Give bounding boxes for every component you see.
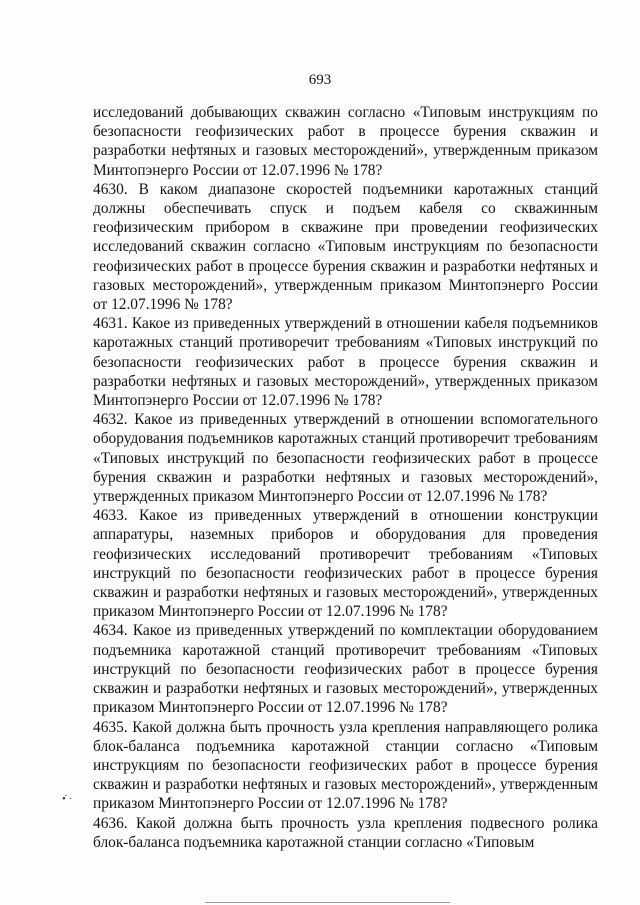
question-4632: 4632. Какое из приведенных утверждений в отношении вспомогательного оборудования подъемников каротажных станций противоречит требованиям «Типовых инструкций по безопасности геофизических работ в процессе бурения скважин и разработки нефтяных и газовых месторождений», утвержденных приказом Минтопэнерго России от 12.07.1996 № 178?	[93, 411, 598, 506]
question-4631: 4631. Какое из приведенных утверждений в отношении кабеля подъемников каротажных станций противоречит требованиям «Типовых инструкций по безопасности геофизических работ в процессе бурения скважин и разработки нефтяных и газовых месторождений», утвержденных приказом Минтопэнерго России от 12.07.1996 № 178?	[93, 315, 598, 410]
question-4636: 4636. Какой должна быть прочность узла крепления подвесного ролика блок-баланса подъемника каротажной станции согласно «Типовым	[93, 814, 598, 851]
question-4630: 4630. В каком диапазоне скоростей подъемники каротажных станций должны обеспечивать спуск и подъем кабеля со скважинным геофизическим прибором в скважине при проведении геофизических исследований скважин согласно «Типовым инструкциям по безопасности геофизических работ в процессе бурения скважин и разработки нефтяных и газовых месторождений», утвержденным приказом Минтопэнерго России от 12.07.1996 № 178?	[93, 180, 598, 314]
scan-edge-line	[205, 902, 450, 903]
page-number: 693	[308, 72, 332, 88]
question-4634: 4634. Какое из приведенных утверждений по комплектации оборудованием подъемника каротажной станций противоречит требованиям «Типовых инструкций по безопасности геофизических работ в процессе бурения скважин и разработки нефтяных и газовых месторождений», утвержденных приказом Минтопэнерго России от 12.07.1996 № 178?	[93, 622, 598, 717]
margin-scan-mark: •̇ ·	[62, 793, 73, 805]
body-text	[93, 103, 598, 852]
question-4633: 4633. Какое из приведенных утверждений в отношении конструкции аппаратуры, наземных приборов и оборудования для проведения геофизических исследований противоречит требованиям «Типовых инструкций по безопасности геофизических работ в процессе бурения скважин и разработки нефтяных и газовых месторождений», утвержденных приказом Минтопэнерго России от 12.07.1996 № 178?	[93, 507, 598, 621]
question-4635: 4635. Какой должна быть прочность узла крепления направляющего ролика блок-баланса подъемника каротажной станции согласно «Типовым инструкциям по безопасности геофизических работ в процессе бурения скважин и разработки нефтяных и газовых месторождений», утвержденным приказом Минтопэнерго России от 12.07.1996 № 178?	[93, 718, 598, 813]
paragraph-continuation: исследований добывающих скважин согласно «Типовым инструкциям по безопасности геофизических работ в процессе бурения скважин и разработки нефтяных и газовых месторождений», утвержденным приказом Минтопэнерго России от 12.07.1996 № 178?	[93, 104, 598, 179]
